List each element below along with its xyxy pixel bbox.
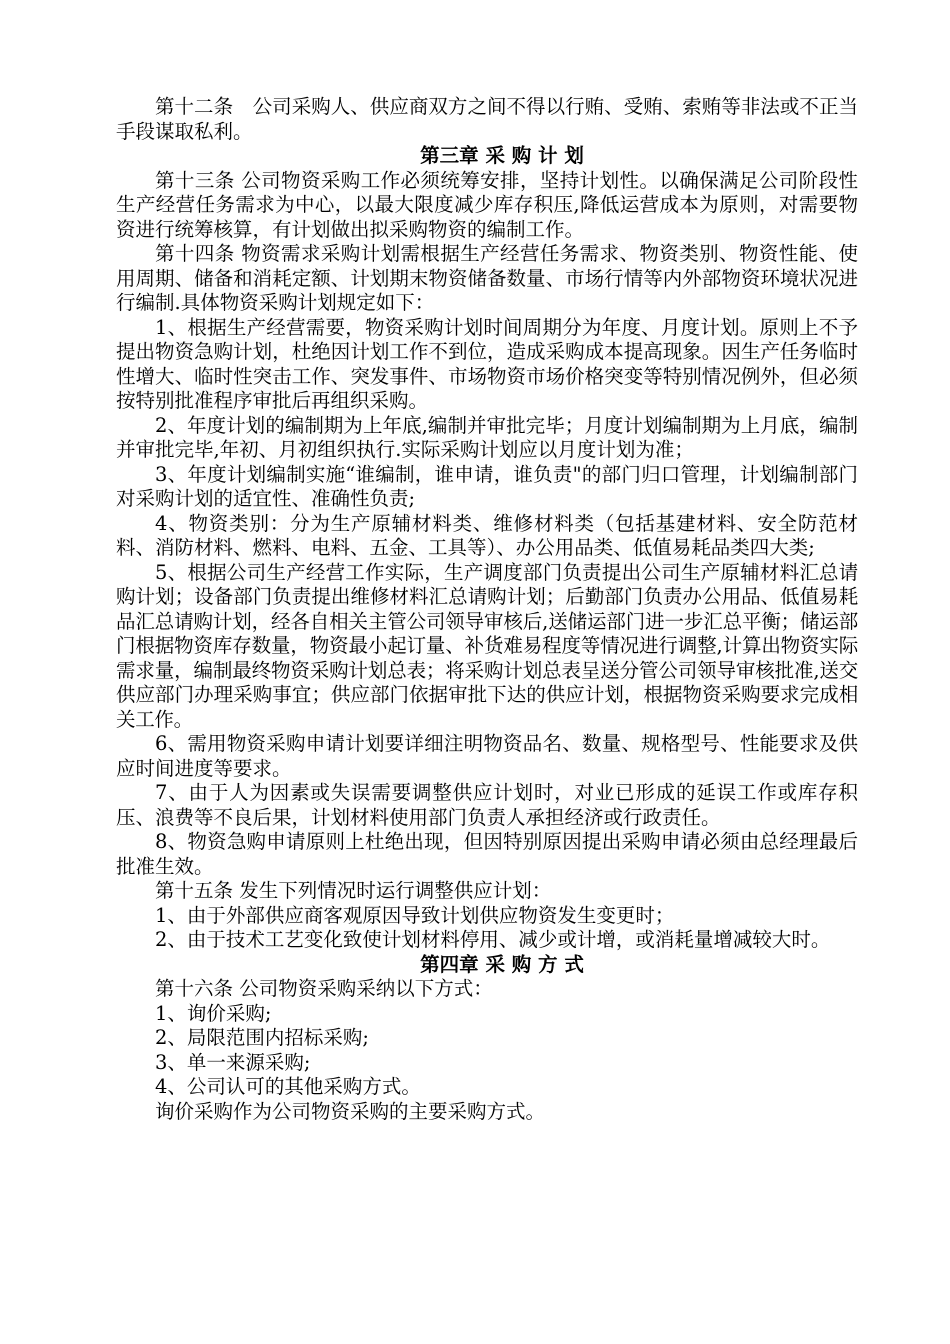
adjust-item-2: 2、由于技术工艺变化致使计划材料停用、减少或计增，或消耗量增减较大时。	[155, 928, 831, 951]
plan-item-7: 7、由于人为因素或失误需要调整供应计划时，对业已形成的延误工作或库存积压、浪费等不良后果，计划材料使用部门负责人承担经济或行政责任。	[116, 781, 858, 829]
plan-item-6: 6、需用物资采购申请计划要详细注明物资品名、数量、规格型号、性能要求及供应时间进度等要求。	[116, 732, 858, 780]
main-method-note: 询价采购作为公司物资采购的主要采购方式。	[155, 1099, 546, 1123]
method-item-1: 1、询价采购;	[155, 1001, 272, 1025]
method-item-3: 3、单一来源采购;	[155, 1050, 311, 1074]
chapter-4-title: 第四章 采 购 方 式	[420, 952, 584, 976]
document-page	[116, 95, 858, 1124]
article-12-paragraph: 第十二条 公司采购人、供应商双方之间不得以行贿、受贿、索贿等非法或不正当手段谋取私利。	[116, 95, 858, 143]
plan-item-5: 5、根据公司生产经营工作实际，生产调度部门负责提出公司生产原辅材料汇总请购计划；设备部门负责提出维修材料汇总请购计划；后勤部门负责办公用品、低值易耗品汇总请购计划，经各自相关主管公司领导审核后,送储运部门进一步汇总平衡；储运部门根据物资库存数量，物资最小起订量、补货难易程度等情况进行调整,计算出物资实际需求量，编制最终物资采购计划总表；将采购计划总表呈送分管公司领导审核批准,送交供应部门办理采购事宜；供应部门依据审批下达的供应计划，根据物资采购要求完成相关工作。	[116, 560, 858, 731]
article-13-paragraph: 第十三条 公司物资采购工作必须统筹安排，坚持计划性。以确保满足公司阶段性生产经营任务需求为中心，以最大限度减少库存积压,降低运营成本为原则，对需要物资进行统筹核算，有计划做出拟采购物资的编制工作。	[116, 168, 858, 241]
plan-item-4: 4、物资类别：分为生产原辅材料类、维修材料类（包括基建材料、安全防范材料、消防材料、燃料、电料、五金、工具等）、办公用品类、低值易耗品类四大类;	[116, 511, 858, 559]
article-16-paragraph: 第十六条 公司物资采购采纳以下方式：	[155, 977, 493, 1000]
plan-item-2: 2、年度计划的编制期为上年底,编制并审批完毕；月度计划编制期为上月底，编制并审批完毕,年初、月初组织执行.实际采购计划应以月度计划为准；	[116, 413, 858, 461]
plan-item-1: 1、根据生产经营需要，物资采购计划时间周期分为年度、月度计划。原则上不予提出物资急购计划，杜绝因计划工作不到位，造成采购成本提高现象。因生产任务临时性增大、临时性突击工作、突发事件、市场物资市场价格突变等特别情况例外，但必须按特别批准程序审批后再组织采购。	[116, 315, 858, 412]
adjust-item-1: 1、由于外部供应商客观原因导致计划供应物资发生变更时；	[155, 903, 675, 927]
plan-item-3: 3、年度计划编制实施“谁编制，谁申请，谁负责"的部门归口管理，计划编制部门对采购计划的适宜性、准确性负责;	[116, 462, 858, 510]
method-item-4: 4、公司认可的其他采购方式。	[155, 1075, 421, 1098]
plan-item-8: 8、物资急购申请原则上杜绝出现，但因特别原因提出采购申请必须由总经理最后批准生效。	[116, 830, 858, 878]
chapter-3-title: 第三章 采 购 计 划	[420, 144, 584, 167]
article-15-paragraph: 第十五条 发生下列情况时运行调整供应计划：	[155, 879, 552, 902]
article-14-paragraph: 第十四条 物资需求采购计划需根据生产经营任务需求、物资类别、物资性能、使用周期、储备和消耗定额、计划期末物资储备数量、市场行情等内外部物资环境状况进行编制.具体物资采购计划规定如下：	[116, 242, 858, 314]
method-item-2: 2、局限范围内招标采购;	[155, 1026, 369, 1049]
